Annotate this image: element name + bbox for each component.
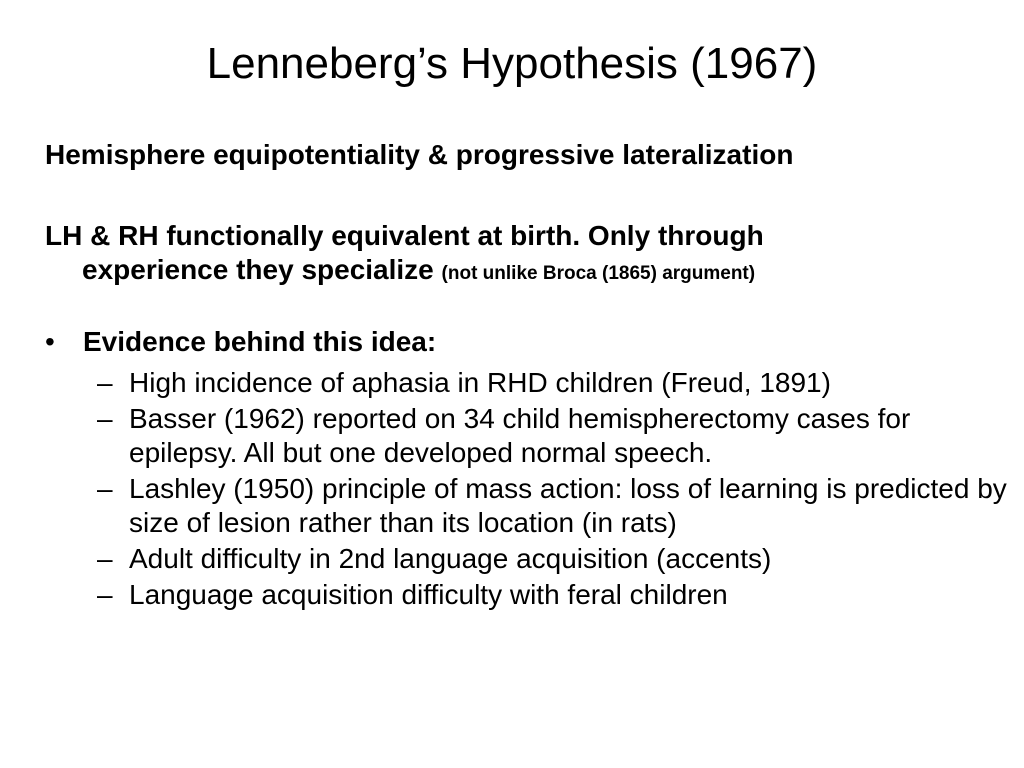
evidence-item <box>97 472 1017 540</box>
evidence-item <box>97 578 1017 612</box>
slide-subtitle: Hemisphere equipotentiality & progressive lateralization <box>45 139 794 170</box>
evidence-item <box>97 542 1017 576</box>
evidence-item-text: Adult difficulty in 2nd language acquisition (accents) <box>129 543 772 574</box>
intro-paragraph-main: experience they specialize <box>82 254 434 285</box>
dash-marker: – <box>97 403 113 434</box>
intro-paragraph <box>45 219 1005 291</box>
dash-marker: – <box>97 543 113 574</box>
evidence-bullet <box>45 324 436 360</box>
intro-paragraph-line1: LH & RH functionally equivalent at birth. Only through <box>45 220 764 251</box>
dash-marker: – <box>97 579 113 610</box>
evidence-bullet-label: Evidence behind this idea: <box>83 326 437 357</box>
evidence-item <box>97 402 1017 470</box>
intro-paragraph-note: (not unlike Broca (1865) argument) <box>441 263 756 284</box>
intro-paragraph-line2 <box>45 253 1005 291</box>
slide-title: Lenneberg’s Hypothesis (1967) <box>206 39 818 88</box>
dash-marker: – <box>97 367 113 398</box>
bullet-marker: • <box>45 326 55 357</box>
dash-marker: – <box>97 473 113 504</box>
evidence-item-text: Language acquisition difficulty with feral children <box>129 579 728 610</box>
evidence-item-text: High incidence of aphasia in RHD children (Freud, 1891) <box>129 367 831 398</box>
evidence-item-text: Lashley (1950) principle of mass action: loss of learning is predicted by size of lesion rather than its location (in rats) <box>129 473 1007 538</box>
evidence-list <box>97 366 1017 614</box>
evidence-item-text: Basser (1962) reported on 34 child hemispherectomy cases for epilepsy. All but one developed normal speech. <box>129 403 911 468</box>
evidence-item <box>97 366 1017 400</box>
